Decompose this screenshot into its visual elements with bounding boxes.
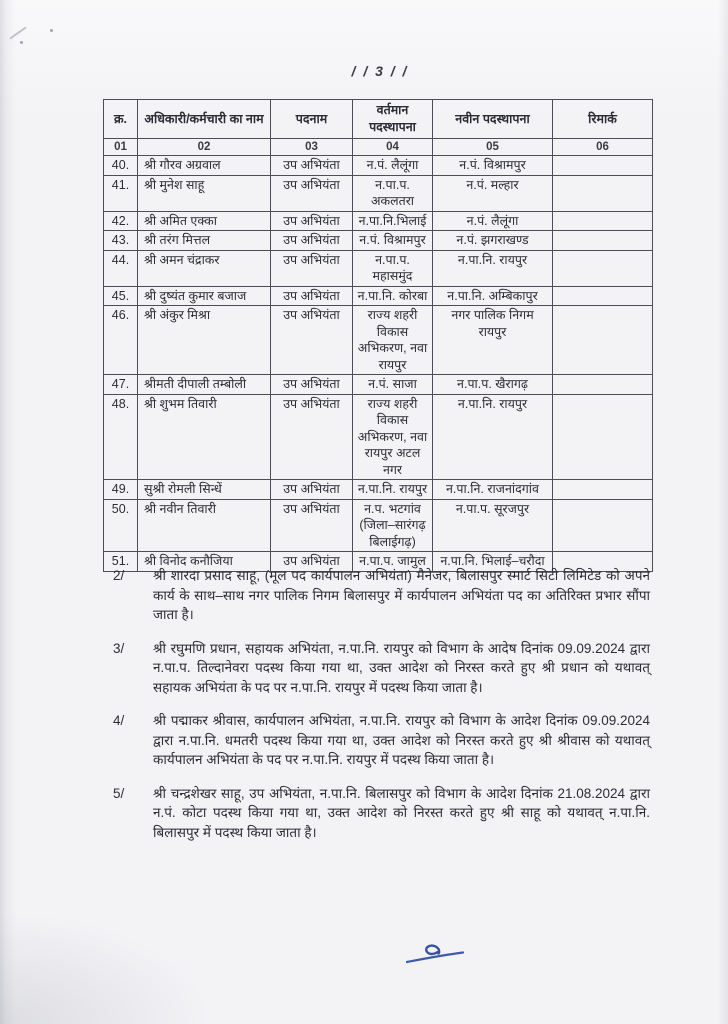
cell-new-posting: न.पा.नि. राजनांदगांव: [433, 480, 553, 500]
column-number: 01: [104, 139, 138, 156]
table-row: [104, 231, 653, 251]
cell-serial: 45.: [104, 286, 138, 306]
order-paragraphs: [113, 566, 650, 856]
cell-current-posting: न.पा.नि.भिलाई: [353, 211, 433, 231]
paragraph-text: श्री पद्माकर श्रीवास, कार्यपालन अभियंता, न.पा.नि. रायपुर को विभाग के आदेश दिनांक 09.09.2024 द्वारा न.पा.नि. धमतरी पदस्थ किया गया था, उक्त आदेश को निरस्त करते हुए श्री श्रीवास को यथावत् कार्यपालन अभियंता के पद पर न.पा.नि. रायपुर में पदस्थ किया जाता है।: [153, 713, 650, 767]
paragraph-number: 3/: [113, 640, 125, 656]
cell-serial: 50.: [104, 499, 138, 552]
table-row: [104, 480, 653, 500]
table-row: [104, 394, 653, 480]
paragraph-4: [113, 711, 650, 770]
cell-remark: [553, 175, 653, 211]
table-row: [104, 156, 653, 176]
paragraph-number: 2/: [113, 568, 125, 583]
cell-serial: 46.: [104, 306, 138, 375]
cell-designation: उप अभियंता: [271, 375, 353, 395]
cell-current-posting: न.पा.नि. रायपुर: [353, 480, 433, 500]
cell-name: श्री शुभम तिवारी: [138, 394, 271, 480]
scan-corner-mark: [9, 26, 27, 39]
transfer-order-table: [103, 99, 653, 572]
cell-remark: [553, 375, 653, 395]
cell-name: श्री नवीन तिवारी: [138, 499, 271, 552]
cell-name: श्री अमित एक्का: [138, 211, 271, 231]
cell-name: श्री मुनेश साहू: [138, 175, 271, 211]
header-remark: रिमार्क: [553, 100, 653, 139]
cell-designation: उप अभियंता: [271, 306, 353, 375]
table-row: [104, 375, 653, 395]
cell-designation: उप अभियंता: [271, 499, 353, 552]
cell-remark: [553, 306, 653, 375]
header-serial: क्र.: [104, 100, 138, 139]
cell-designation: उप अभियंता: [271, 286, 353, 306]
cell-name: श्री विनोद कनौजिया: [138, 552, 271, 572]
cell-current-posting: न.पा.प. महासमुंद: [353, 250, 433, 286]
cell-new-posting: न.पं. विश्रामपुर: [433, 156, 553, 176]
cell-designation: उप अभियंता: [271, 175, 353, 211]
cell-current-posting: न.पा.प. जामुल: [353, 552, 433, 572]
cell-new-posting: न.पा.नि. भिलाई–चरौदा: [433, 552, 553, 572]
cell-new-posting: न.पं. मल्हार: [433, 175, 553, 211]
table-header-row: [104, 100, 653, 139]
table-row: [104, 286, 653, 306]
page-number: / / 3 / /: [351, 63, 409, 79]
table-row: [104, 306, 653, 375]
paragraph-text: श्री शारदा प्रसाद साहू, (मूल पद कार्यपालन अभियंता) मैनेजर, बिलासपुर स्मार्ट सिटी लिमिटेड को अपने कार्य के साथ–साथ नगर पालिक निगम बिलासपुर में कार्यपालन अभियंता पद का अतिरिक्त प्रभार सौंपा जाता है।: [153, 568, 650, 622]
paragraph-number: 4/: [113, 713, 125, 728]
column-number-row: [104, 139, 653, 156]
cell-remark: [553, 499, 653, 552]
column-number: 04: [353, 139, 433, 156]
cell-current-posting: न.पं. लैलूंगा: [353, 156, 433, 176]
column-number: 05: [433, 139, 553, 156]
cell-serial: 51.: [104, 552, 138, 572]
paragraph-text: श्री चन्द्रशेखर साहू, उप अभियंता, न.पा.नि. बिलासपुर को विभाग के आदेश दिनांक 21.08.2024 द्वारा न.पं. कोटा पदस्थ किया गया था, उक्त आदेश को निरस्त करते हुए श्री साहू को यथावत् न.पा.नि. बिलासपुर में पदस्थ किया जाता है।: [153, 785, 650, 840]
cell-serial: 47.: [104, 375, 138, 395]
cell-new-posting: न.पं. झगराखण्ड: [433, 231, 553, 251]
header-name: अधिकारी/कर्मचारी का नाम: [138, 100, 271, 139]
scan-speck: [20, 41, 23, 44]
cell-new-posting: न.पा.प. खैरागढ़: [433, 375, 553, 395]
cell-designation: उप अभियंता: [271, 480, 353, 500]
column-number: 02: [138, 139, 271, 156]
signature-ink-icon: [406, 943, 464, 967]
header-designation: पदनाम: [271, 100, 353, 139]
cell-new-posting: न.पा.नि. रायपुर: [433, 250, 553, 286]
paragraph-5: [113, 784, 650, 843]
table-row: [104, 250, 653, 286]
cell-name: सुश्री रोमली सिन्धें: [138, 480, 271, 500]
paragraph-number: 5/: [113, 785, 125, 801]
cell-current-posting: न.पं. विश्रामपुर: [353, 231, 433, 251]
cell-designation: उप अभियंता: [271, 156, 353, 176]
header-current-posting: वर्तमान पदस्थापना: [353, 100, 433, 139]
paragraph-text: श्री रघुमणि प्रधान, सहायक अभियंता, न.पा.नि. रायपुर को विभाग के आदेष दिनांक 09.09.2024 द्वारा न.पा.प. तिल्दानेवरा पदस्थ किया गया था, उक्त आदेश को निरस्त करते हुए श्री प्रधान को यथावत् सहायक अभियंता के पद पर न.पा.नि. रायपुर में पदस्थ किया जाता है।: [153, 640, 650, 695]
cell-remark: [553, 231, 653, 251]
cell-current-posting: न.पा.नि. कोरबा: [353, 286, 433, 306]
cell-current-posting: राज्य शहरी विकास अभिकरण, नवा रायपुर अटल नगर: [353, 394, 433, 480]
cell-serial: 43.: [104, 231, 138, 251]
cell-new-posting: न.पा.प. सूरजपुर: [433, 499, 553, 552]
cell-serial: 41.: [104, 175, 138, 211]
cell-remark: [553, 480, 653, 500]
table-row: [104, 499, 653, 552]
cell-name: श्री तरंग मित्तल: [138, 231, 271, 251]
table-row: [104, 211, 653, 231]
cell-designation: उप अभियंता: [271, 552, 353, 572]
table-row: [104, 175, 653, 211]
cell-new-posting: न.पा.नि. रायपुर: [433, 394, 553, 480]
cell-current-posting: राज्य शहरी विकास अभिकरण, नवा रायपुर: [353, 306, 433, 375]
column-number: 06: [553, 139, 653, 156]
cell-remark: [553, 211, 653, 231]
cell-name: श्री दुष्यंत कुमार बजाज: [138, 286, 271, 306]
cell-designation: उप अभियंता: [271, 250, 353, 286]
header-new-posting: नवीन पदस्थापना: [433, 100, 553, 139]
cell-current-posting: न.पं. साजा: [353, 375, 433, 395]
cell-remark: [553, 156, 653, 176]
cell-new-posting: न.पा.नि. अम्बिकापुर: [433, 286, 553, 306]
paragraph-3: [113, 639, 650, 698]
cell-designation: उप अभियंता: [271, 211, 353, 231]
cell-name: श्री अमन चंद्राकर: [138, 250, 271, 286]
cell-remark: [553, 286, 653, 306]
cell-serial: 40.: [104, 156, 138, 176]
cell-serial: 48.: [104, 394, 138, 480]
cell-new-posting: न.पं. लैलूंगा: [433, 211, 553, 231]
cell-remark: [553, 394, 653, 480]
cell-current-posting: न.प. भटगांव (जिला–सारंगढ़ बिलाईगढ़): [353, 499, 433, 552]
cell-designation: उप अभियंता: [271, 394, 353, 480]
cell-name: श्री अंकुर मिश्रा: [138, 306, 271, 375]
paragraph-2: [113, 566, 650, 625]
cell-name: श्रीमती दीपाली तम्बोली: [138, 375, 271, 395]
column-number: 03: [271, 139, 353, 156]
cell-serial: 49.: [104, 480, 138, 500]
cell-current-posting: न.पा.प. अकलतरा: [353, 175, 433, 211]
cell-remark: [553, 250, 653, 286]
cell-name: श्री गौरव अग्रवाल: [138, 156, 271, 176]
cell-designation: उप अभियंता: [271, 231, 353, 251]
scan-speck: [50, 29, 53, 32]
cell-serial: 42.: [104, 211, 138, 231]
cell-serial: 44.: [104, 250, 138, 286]
cell-new-posting: नगर पालिक निगम रायपुर: [433, 306, 553, 375]
